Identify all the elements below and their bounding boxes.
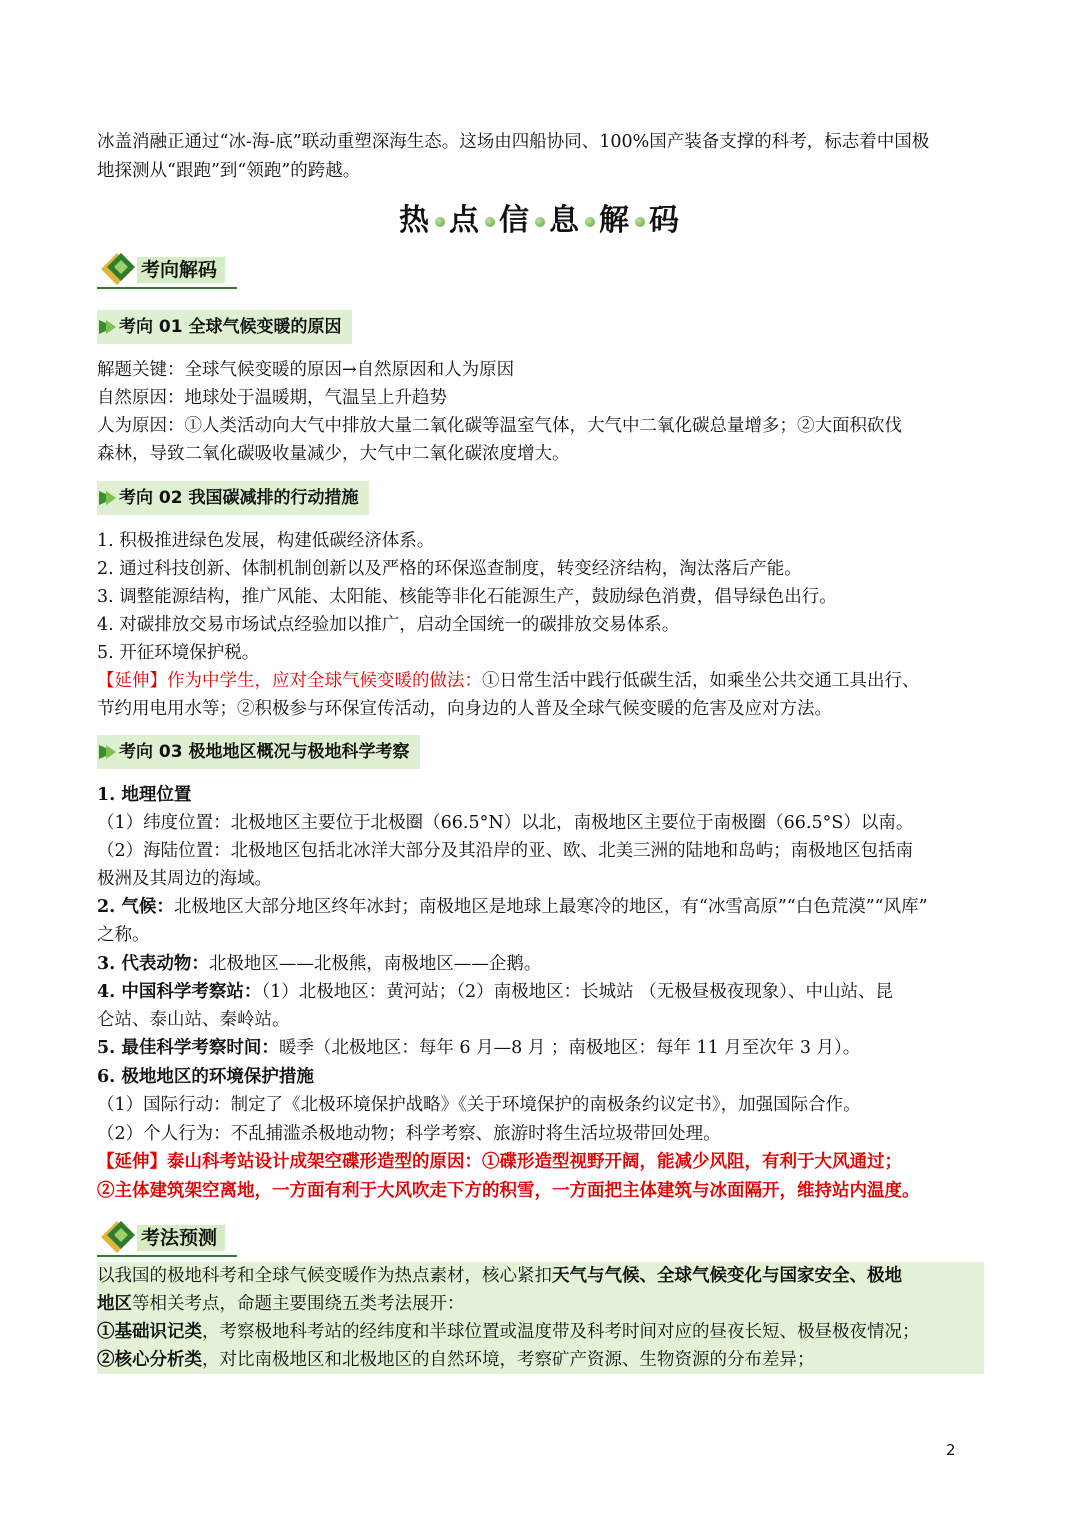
diamond-icon (97, 1215, 141, 1255)
page-number: 2 (946, 1441, 956, 1459)
topic2-item: 2. 通过科技创新、体制机制创新以及严格的环保巡查制度，转变经济结构，淘汰落后产能。 (97, 559, 802, 579)
topic3-heading: 2. 气候： (97, 897, 174, 917)
forecast-emphasis: 天气与气候、全球气候变化与国家安全、极地 (552, 1266, 902, 1286)
extension-text: ①日常生活中践行低碳生活，如乘坐公共交通工具出行、 (482, 671, 920, 691)
section-label: 考法预测 (137, 1225, 225, 1251)
intro-line-2: 地探测从“跟跑”到“领跑”的跨越。 (97, 161, 361, 181)
topic-01-header (97, 310, 352, 344)
title-dot-icon (585, 217, 595, 227)
topic3-text: 暖季（北极地区：每年 6 月—8 月 ；南极地区：每年 11 月至次年 3 月）。 (278, 1038, 861, 1058)
forecast-text: ，对比南极地区和北极地区的自然环境，考察矿产资源、生物资源的分布差异； (202, 1350, 815, 1370)
topic3-heading: 6. 极地地区的环境保护措施 (97, 1067, 314, 1087)
topic3-line: （2）海陆位置：北极地区包括北冰洋大部分及其沿岸的亚、欧、北美三洲的陆地和岛屿；南极地区包括南 (97, 841, 914, 861)
title-char: 息 (549, 203, 581, 238)
topic3-line: 极洲及其周边的海域。 (97, 869, 272, 889)
title-dot-icon (485, 217, 495, 227)
forecast-emphasis: 地区 (97, 1294, 132, 1314)
forecast-line (97, 1346, 984, 1374)
topic-03-header (97, 735, 420, 769)
forecast-text: ，考察极地科考站的经纬度和半球位置或温度带及科考时间对应的昼夜长短、极昼极夜情况； (202, 1322, 920, 1342)
topic3-line: （1）国际行动：制定了《北极环境保护战略》《关于环境保护的南极条约议定书》，加强国际合作。 (97, 1095, 861, 1115)
section-header-kaofa (97, 1215, 297, 1259)
title-char: 解 (599, 203, 631, 238)
topic-label: 考向 03 极地地区概况与极地科学考察 (119, 742, 410, 762)
topic3-heading: 1. 地理位置 (97, 785, 192, 805)
topic2-item: 4. 对碳排放交易市场试点经验加以推广，启动全国统一的碳排放交易体系。 (97, 615, 680, 635)
topic-label: 考向 01 全球气候变暖的原因 (119, 317, 342, 337)
title-char: 点 (449, 203, 481, 238)
title-char: 码 (649, 203, 681, 238)
arrow-accent (106, 745, 116, 759)
forecast-emphasis: ①基础识记类 (97, 1322, 202, 1342)
title-dot-icon (635, 217, 645, 227)
section-underline (97, 287, 237, 289)
topic3-extension-line1: 【延伸】泰山科考站设计成架空碟形造型的原因：①碟形造型视野开阔，能减少风阻，有利于大风通过； (97, 1152, 902, 1172)
topic2-extension (97, 667, 984, 695)
topic1-line: 森林，导致二氧化碳吸收量减少，大气中二氧化碳浓度增大。 (97, 444, 570, 464)
topic3-extension-line2: ②主体建筑架空离地，一方面有利于大风吹走下方的积雪，一方面把主体建筑与冰面隔开，维持站内温度。 (97, 1181, 920, 1201)
topic3-climate (97, 893, 984, 921)
title-dot-icon (435, 217, 445, 227)
topic2-extension-line2: 节约用电用水等；②积极参与环保宣传活动，向身边的人普及全球气候变暖的危害及应对方法。 (97, 699, 832, 719)
topic2-item: 1. 积极推进绿色发展，构建低碳经济体系。 (97, 531, 435, 551)
topic3-text: 北极地区——北极熊，南极地区——企鹅。 (208, 954, 542, 974)
intro-line-1: 冰盖消融正通过“冰-海-底”联动重塑深海生态。这场由四船协同、100%国产装备支撑的科考，标志着中国极 (97, 132, 930, 152)
topic3-heading: 5. 最佳科学考察时间： (97, 1038, 279, 1058)
page-title (0, 195, 1080, 239)
arrow-accent (106, 491, 116, 505)
topic-label: 考向 02 我国碳减排的行动措施 (119, 488, 359, 508)
forecast-text: 以我国的极地科考和全球气候变暖作为热点素材，核心紧扣 (97, 1266, 552, 1286)
topic2-item: 5. 开征环境保护税。 (97, 643, 260, 663)
section-label: 考向解码 (137, 257, 225, 283)
forecast-emphasis: ②核心分析类 (97, 1350, 202, 1370)
topic3-line: （1）纬度位置：北极地区主要位于北极圈（66.5°N）以北，南极地区主要位于南极圈（66.5°S）以南。 (97, 813, 914, 833)
forecast-line (97, 1262, 984, 1290)
forecast-line (97, 1318, 984, 1346)
topic3-time (97, 1034, 984, 1062)
topic-02-header (97, 481, 369, 515)
title-char: 热 (399, 203, 431, 238)
topic1-line: 人为原因：①人类活动向大气中排放大量二氧化碳等温室气体，大气中二氧化碳总量增多；②大面积砍伐 (97, 416, 902, 436)
forecast-text: 等相关考点，命题主要围绕五类考法展开： (132, 1294, 465, 1314)
topic3-heading: 4. 中国科学考察站： (97, 982, 262, 1002)
topic3-line: 之称。 (97, 925, 150, 945)
topic3-line: （2）个人行为：不乱捕滥杀极地动物；科学考察、旅游时将生活垃圾带回处理。 (97, 1124, 721, 1144)
section-underline (97, 1255, 237, 1257)
topic3-line: 仑站、泰山站、秦岭站。 (97, 1010, 290, 1030)
arrow-accent (106, 320, 116, 334)
topic1-line: 自然原因：地球处于温暖期，气温呈上升趋势 (97, 388, 447, 408)
topic3-animals (97, 950, 984, 978)
topic1-line: 解题关键：全球气候变暖的原因→自然原因和人为原因 (97, 360, 515, 380)
topic3-stations (97, 978, 984, 1006)
extension-prefix: 【延伸】作为中学生，应对全球气候变暖的做法： (97, 671, 482, 691)
forecast-line (97, 1290, 984, 1318)
topic2-item: 3. 调整能源结构，推广风能、太阳能、核能等非化石能源生产，鼓励绿色消费，倡导绿色出行。 (97, 587, 837, 607)
title-dot-icon (535, 217, 545, 227)
title-char: 信 (499, 203, 531, 238)
section-header-kaoxiang (97, 247, 297, 291)
diamond-icon (97, 247, 141, 287)
topic3-heading: 3. 代表动物： (97, 954, 209, 974)
topic3-text: 北极地区大部分地区终年冰封；南极地区是地球上最寒冷的地区，有“冰雪高原”“白色荒漠”“风库” (173, 897, 928, 917)
topic3-text: （1）北极地区：黄河站；（2）南极地区：长城站 （无极昼极夜现象）、中山站、昆 (261, 982, 893, 1002)
